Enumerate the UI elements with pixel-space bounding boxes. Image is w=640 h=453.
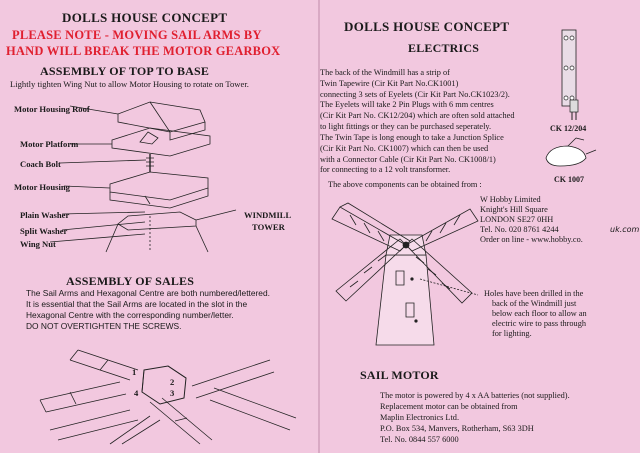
left-title: DOLLS HOUSE CONCEPT	[62, 10, 228, 25]
label-motor-housing: Motor Housing	[14, 182, 70, 192]
electrics-line-4: The Eyelets will take 2 Pin Plugs with 6 mm centres	[320, 100, 494, 109]
assembly-top-heading: ASSEMBLY OF TOP TO BASE	[40, 64, 210, 78]
holes-note-line-2: back of the Windmill just	[492, 299, 577, 308]
label-motor-housing-roof: Motor Housing Roof	[14, 104, 90, 114]
junction-splice-icon	[540, 134, 600, 174]
hub-number-1: 1	[132, 367, 137, 377]
ck12-label: CK 12/204	[550, 124, 587, 133]
supplier-line-1: W Hobby Limited	[480, 195, 541, 204]
tapewire-strip-icon	[560, 30, 580, 110]
label-wing-nut: Wing Nut	[20, 239, 56, 249]
electrics-line-7: The Twin Tape is long enough to take a Junction Splice	[320, 133, 504, 142]
label-windmill: WINDMILL	[244, 210, 292, 220]
label-split-washer: Split Washer	[20, 226, 68, 236]
supplier-line-5: Order on line - www.hobby.co.	[480, 235, 583, 244]
motor-line-5: Tel. No. 0844 557 6000	[380, 435, 459, 444]
supplier-line-2: Knight's Hill Square	[480, 205, 548, 214]
right-page	[320, 0, 638, 453]
exploded-assembly-diagram	[0, 92, 318, 262]
sail-motor-heading: SAIL MOTOR	[360, 368, 439, 382]
motor-line-1: The motor is powered by 4 x AA batteries (not supplied).	[380, 391, 570, 400]
sales-line-2: It is essential that the Sail Arms are located in the slot in the	[26, 299, 248, 309]
warning-line-2: HAND WILL BREAK THE MOTOR GEARBOX	[6, 44, 281, 58]
holes-note-line-1: Holes have been drilled in the	[484, 289, 584, 298]
electrics-line-3: connecting 3 sets of Eyelets (Cir Kit Part No.CK1023/2).	[320, 90, 510, 99]
label-plain-washer: Plain Washer	[20, 210, 70, 220]
label-coach-bolt: Coach Bolt	[20, 159, 61, 169]
sales-line-3: Hexagonal Centre with the corresponding number/letter.	[26, 310, 234, 320]
assembly-sales-heading: ASSEMBLY OF SALES	[66, 274, 195, 288]
windmill-illustration	[330, 205, 480, 385]
pin-plug-icon	[568, 100, 580, 122]
electrics-line-6: to light fittings or they can be purchased seperately.	[320, 122, 492, 131]
obtained-line: The above components can be obtained from :	[328, 180, 482, 189]
handwritten-note: uk.com	[610, 225, 640, 234]
electrics-line-2: Twin Tapewire (Cir Kit Part No.CK1001)	[320, 79, 459, 88]
sail-hub-diagram	[10, 340, 310, 450]
electrics-line-8: (Cir Kit Part No. CK1007) which can then be used	[320, 144, 489, 153]
hub-number-2: 2	[170, 377, 175, 387]
holes-note-line-5: for lighting.	[492, 329, 532, 338]
sales-line-1: The Sail Arms and Hexagonal Centre are both numbered/lettered.	[26, 288, 270, 298]
electrics-heading: ELECTRICS	[408, 41, 480, 55]
ck1007-label: CK 1007	[554, 175, 584, 184]
warning-line-1: PLEASE NOTE - MOVING SAIL ARMS BY	[12, 28, 262, 42]
label-motor-platform: Motor Platform	[20, 139, 79, 149]
holes-note-line-3: below each floor to allow an	[492, 309, 587, 318]
hub-number-4: 4	[134, 388, 139, 398]
sales-line-4: DO NOT OVERTIGHTEN THE SCREWS.	[26, 321, 182, 331]
electrics-line-1: The back of the Windmill has a strip of	[320, 68, 450, 77]
electrics-line-9: with a Connector Cable (Cir Kit Part No. CK1008/1)	[320, 155, 496, 164]
hub-number-3: 3	[170, 388, 175, 398]
motor-line-3: Maplin Electronics Ltd.	[380, 413, 460, 422]
supplier-line-4: Tel. No. 020 8761 4244	[480, 225, 559, 234]
label-tower: TOWER	[252, 222, 285, 232]
motor-line-2: Replacement motor can be obtained from	[380, 402, 518, 411]
right-title: DOLLS HOUSE CONCEPT	[344, 19, 510, 34]
left-page	[0, 0, 318, 453]
holes-note-line-4: electric wire to pass through	[492, 319, 587, 328]
motor-line-4: P.O. Box 534, Manvers, Rotherham, S63 3DH	[380, 424, 534, 433]
assembly-top-instruction: Lightly tighten Wing Nut to allow Motor Housing to rotate on Tower.	[10, 79, 249, 89]
supplier-line-3: LONDON SE27 0HH	[480, 215, 554, 224]
electrics-line-10: for connecting to a 12 volt transformer.	[320, 165, 451, 174]
electrics-line-5: (Cir Kit Part No. CK12/204) which are often sold attached	[320, 111, 515, 120]
